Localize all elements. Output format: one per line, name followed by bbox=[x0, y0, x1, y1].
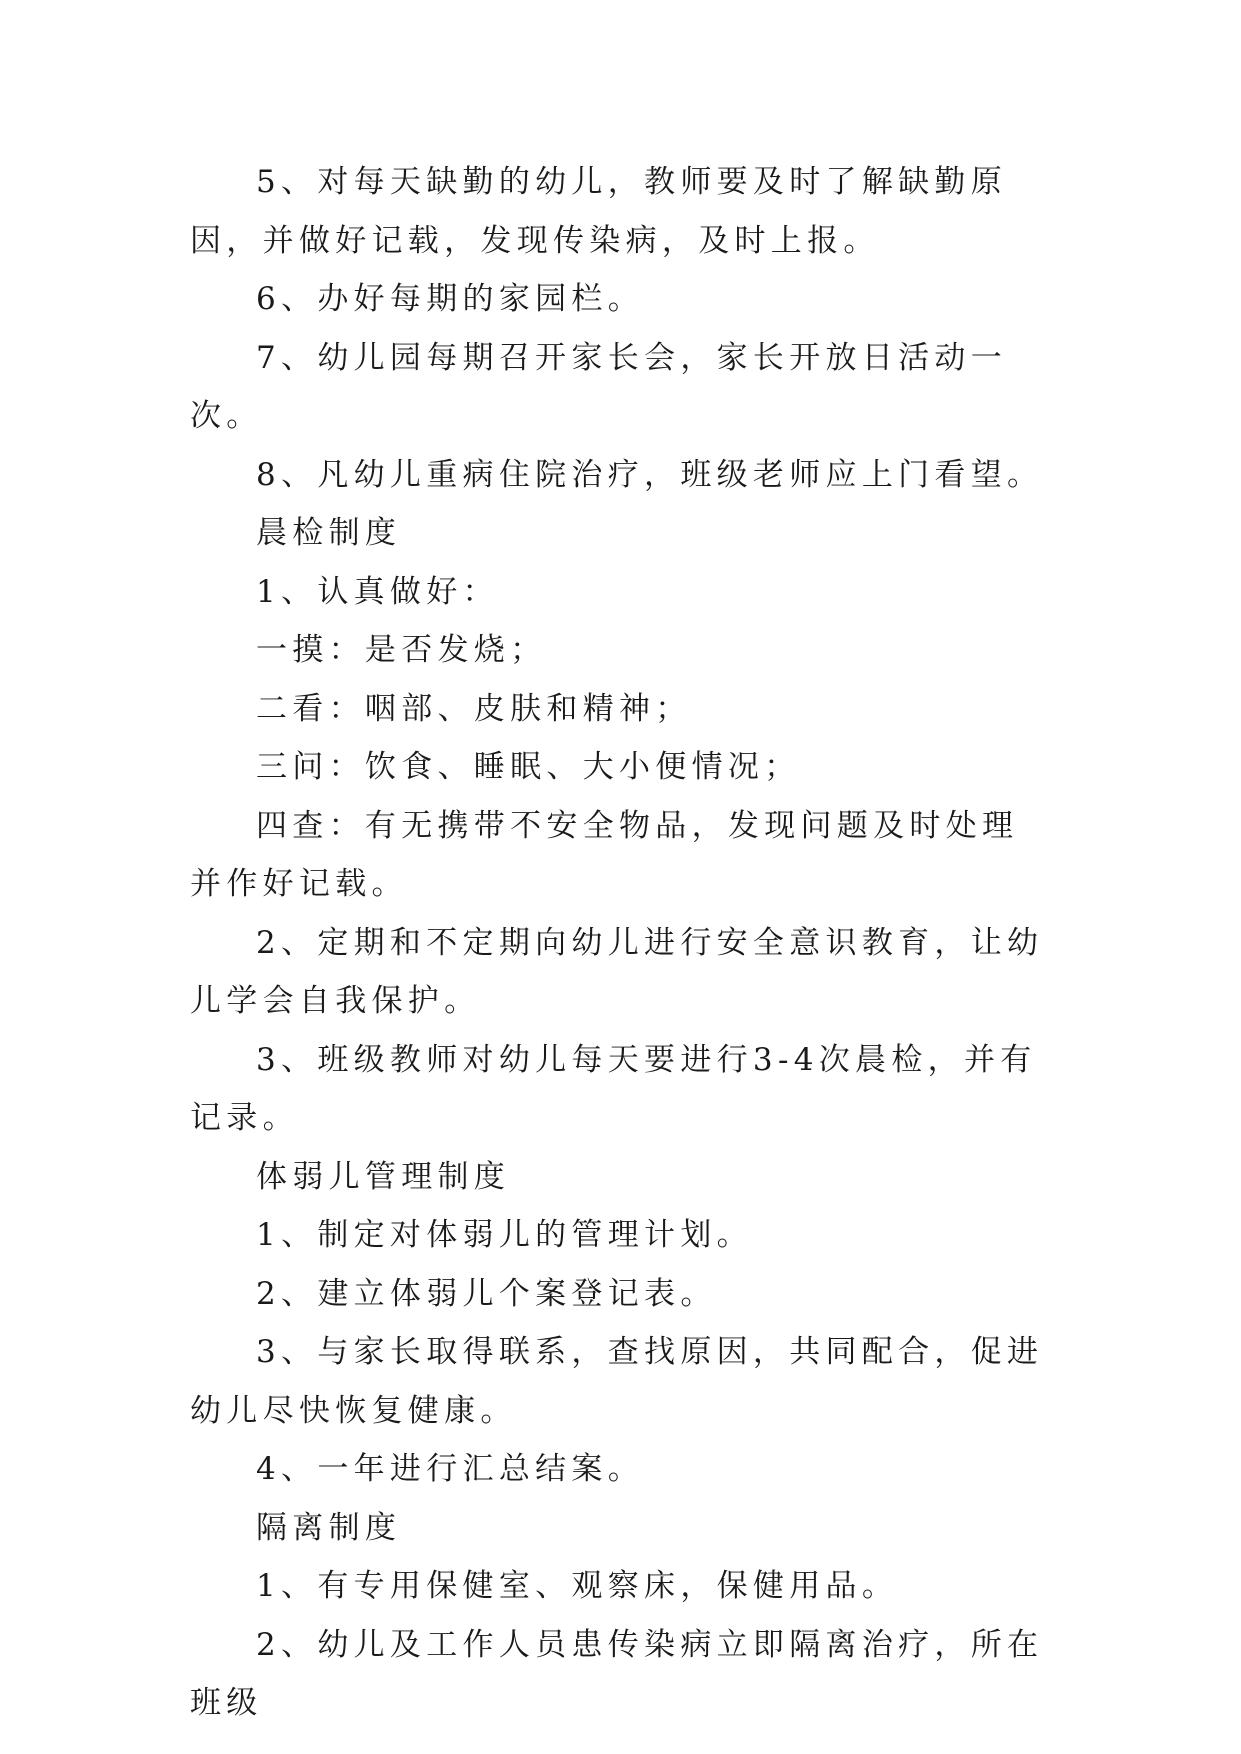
paragraph-parent-meeting: 7、幼儿园每期召开家长会，家长开放日活动一次。 bbox=[190, 339, 1008, 434]
paragraph-isolation-room: 1、有专用保健室、观察床，保健用品。 bbox=[256, 1568, 899, 1604]
paragraph-isolation-treatment: 2、幼儿及工作人员患传染病立即隔离治疗，所在班级 bbox=[190, 1626, 1044, 1721]
paragraph-weak-parent-contact: 3、与家长取得联系，查找原因，共同配合，促进幼儿尽快恢复健康。 bbox=[190, 1334, 1044, 1429]
paragraph-hospital-visit: 8、凡幼儿重病住院治疗，班级老师应上门看望。 bbox=[256, 456, 1044, 493]
paragraph-safety-education: 2、定期和不定期向幼儿进行安全意识教育，让幼儿学会自我保护。 bbox=[190, 924, 1044, 1019]
paragraph-absence-followup: 5、对每天缺勤的幼儿，教师要及时了解缺勤原因，并做好记载，发现传染病，及时上报。 bbox=[190, 164, 1008, 259]
section-heading-isolation: 隔离制度 bbox=[256, 1509, 402, 1546]
paragraph-weak-annual-summary: 4、一年进行汇总结案。 bbox=[256, 1451, 645, 1487]
paragraph-ask: 三问：饮食、睡眠、大小便情况； bbox=[256, 749, 801, 785]
paragraph-weak-registry: 2、建立体弱儿个案登记表。 bbox=[256, 1275, 717, 1312]
paragraph-home-school-board: 6、办好每期的家园栏。 bbox=[256, 281, 645, 317]
paragraph-weak-plan: 1、制定对体弱儿的管理计划。 bbox=[256, 1217, 753, 1253]
section-heading-morning-check: 晨检制度 bbox=[256, 515, 402, 551]
paragraph-inspect: 四查：有无携带不安全物品，发现问题及时处理并作好记载。 bbox=[190, 807, 1019, 902]
section-heading-weak-children: 体弱儿管理制度 bbox=[256, 1158, 511, 1195]
paragraph-daily-checks: 3、班级教师对幼儿每天要进行3-4次晨检，并有记录。 bbox=[190, 1041, 1037, 1136]
paragraph-look: 二看：咽部、皮肤和精神； bbox=[256, 690, 692, 727]
paragraph-touch: 一摸：是否发烧； bbox=[256, 632, 547, 668]
paragraph-morning-check-1: 1、认真做好： bbox=[256, 573, 499, 610]
document-body bbox=[190, 153, 1050, 1733]
